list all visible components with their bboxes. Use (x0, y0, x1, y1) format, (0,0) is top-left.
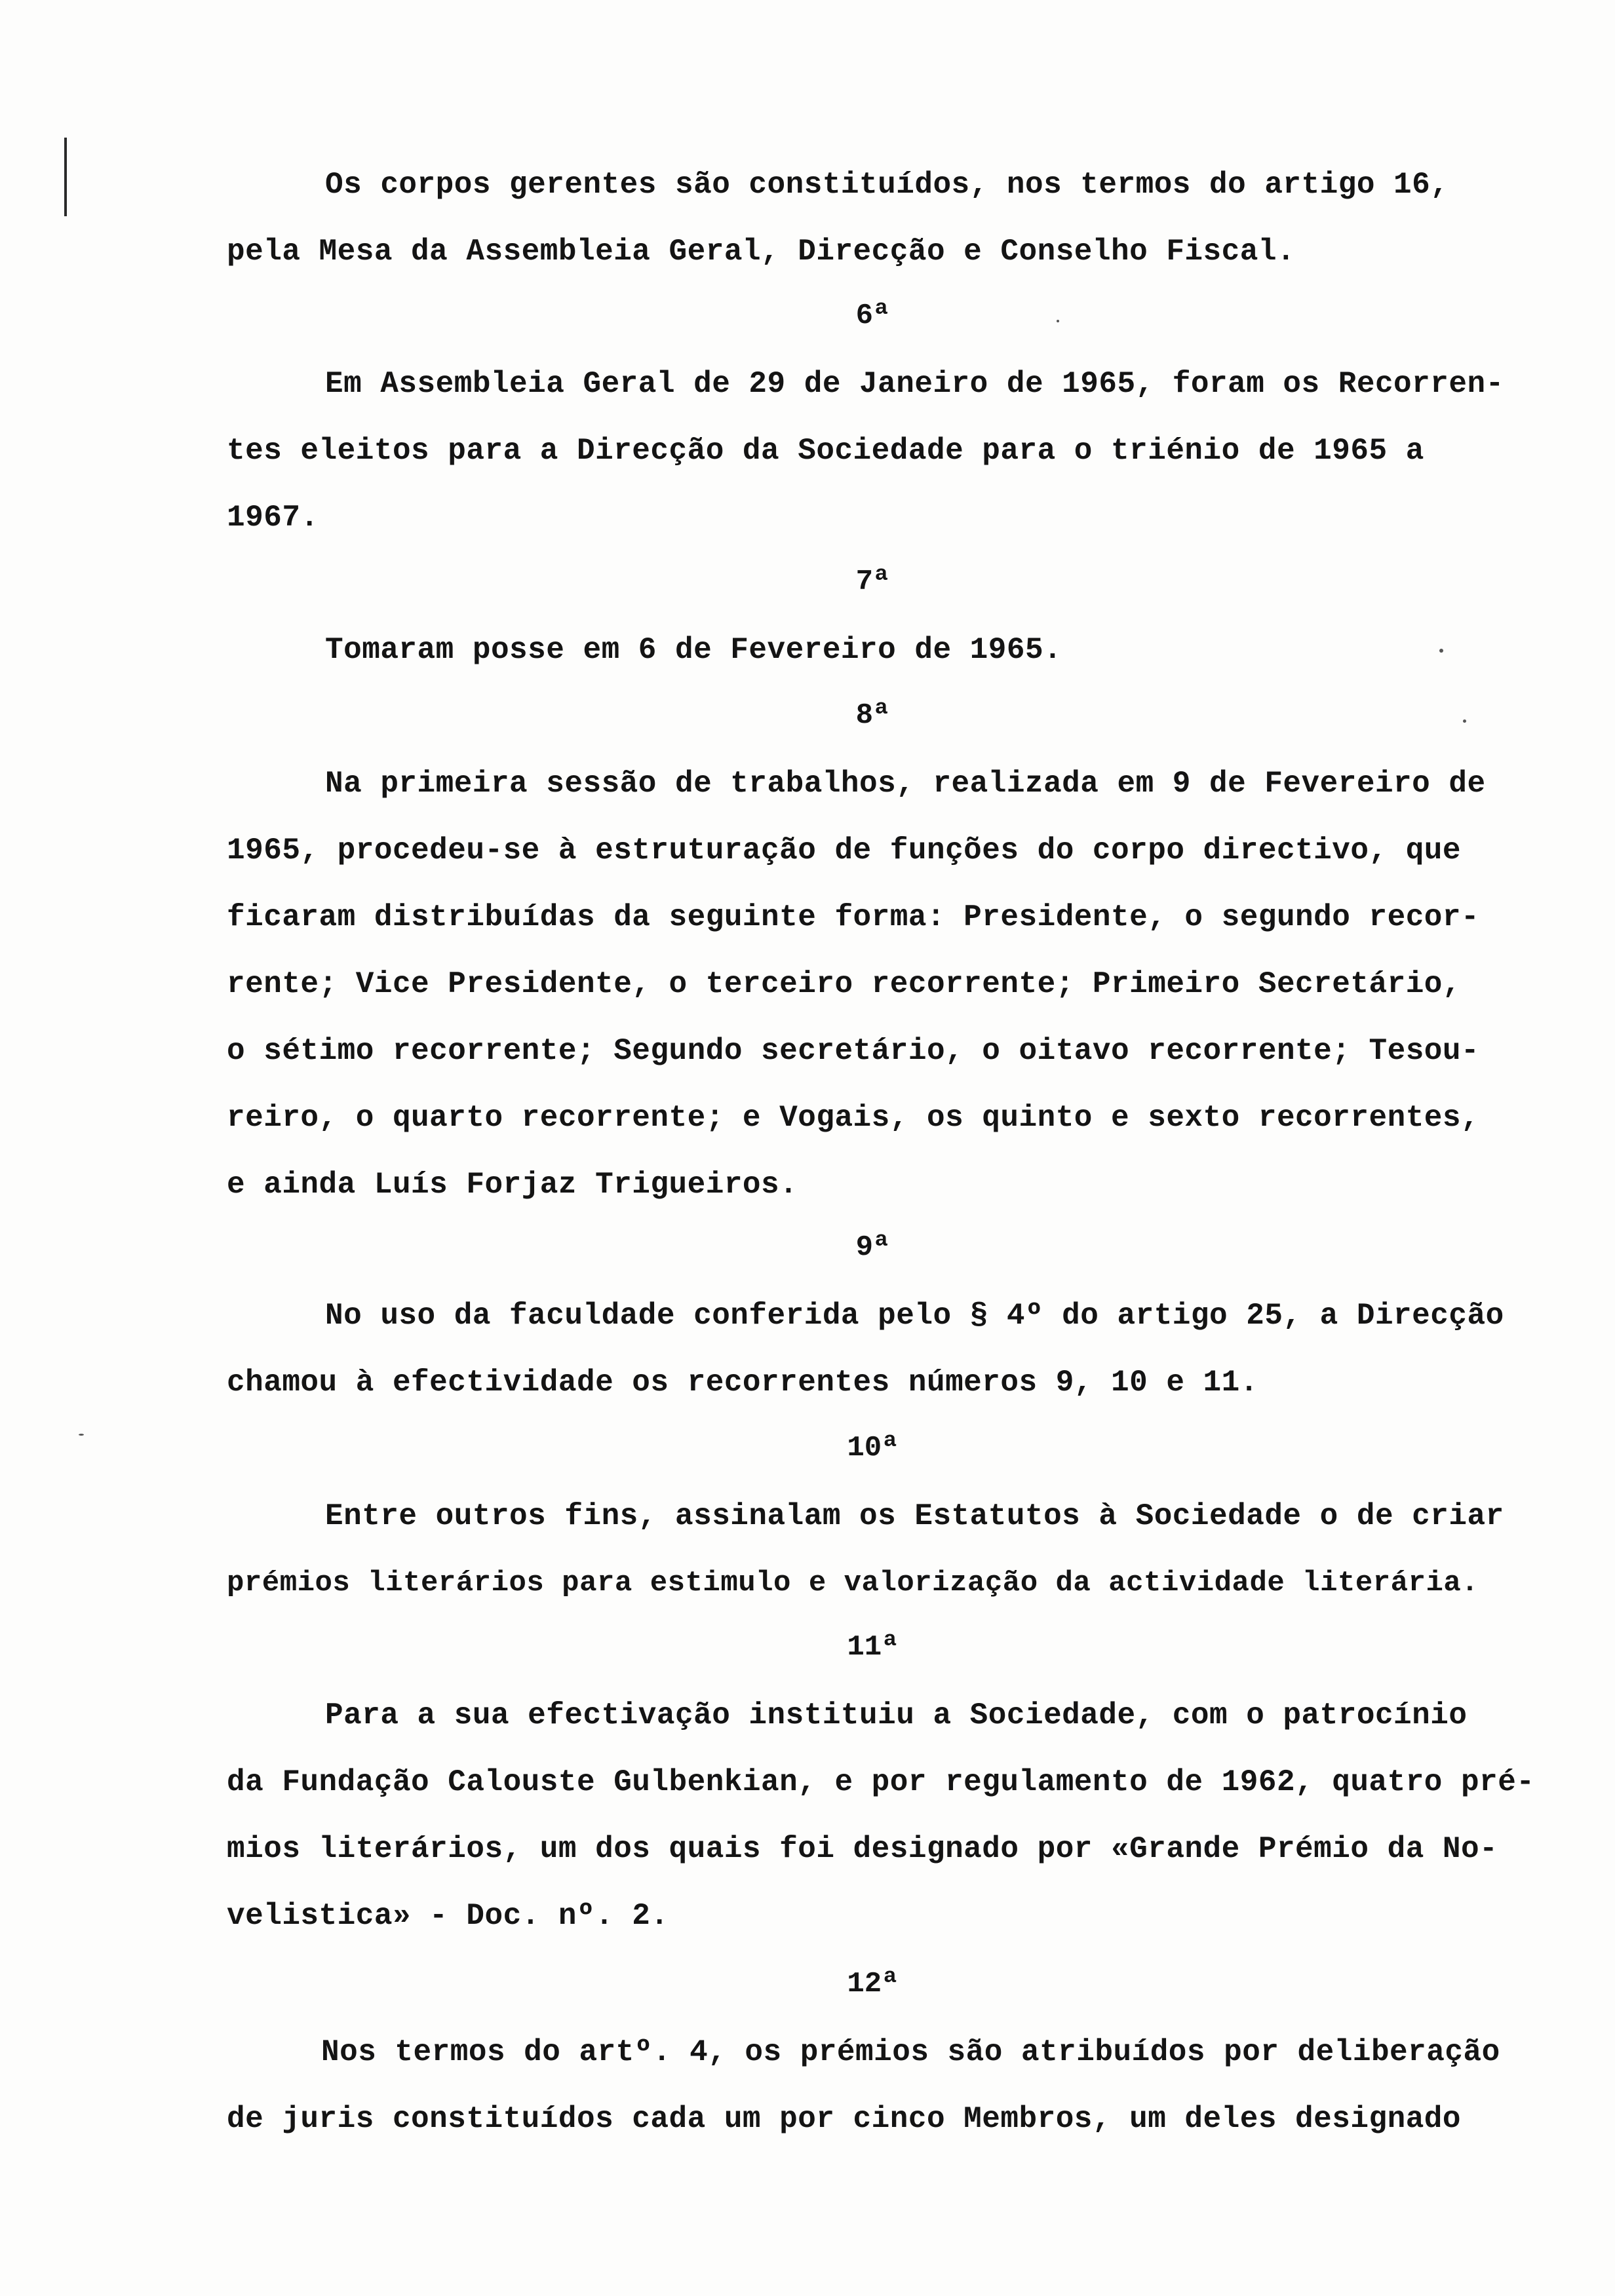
article-number: 7ª (855, 565, 891, 598)
article-number: 12ª (847, 1968, 899, 2000)
article-number: 6ª (855, 299, 891, 332)
article-number: 11ª (847, 1631, 899, 1664)
paragraph-line: reiro, o quarto recorrente; e Vogais, os quinto e sexto recorrentes, (227, 1101, 1480, 1135)
paragraph-line: velistica» - Doc. nº. 2. (227, 1899, 669, 1933)
article-number: 8ª (855, 699, 891, 732)
paragraph-line: prémios literários para estimulo e valorização da actividade literária. (227, 1567, 1479, 1599)
paragraph-line: tes eleitos para a Direcção da Sociedade para o triénio de 1965 a (227, 434, 1424, 468)
paragraph-line: 1967. (227, 501, 319, 535)
paragraph-line: ficaram distribuídas da seguinte forma: Presidente, o segundo recor- (227, 900, 1480, 934)
paragraph-line: Entre outros fins, assinalam os Estatutos à Sociedade o de criar (325, 1499, 1504, 1533)
article-number: 10ª (847, 1432, 899, 1464)
paragraph-line: o sétimo recorrente; Segundo secretário, o oitavo recorrente; Tesou- (227, 1034, 1480, 1068)
paragraph-line: Para a sua efectivação instituiu a Sociedade, com o patrocínio (325, 1698, 1468, 1732)
scan-speck (1463, 719, 1466, 723)
paragraph-line: pela Mesa da Assembleia Geral, Direcção e Conselho Fiscal. (227, 235, 1296, 269)
paragraph-line: Em Assembleia Geral de 29 de Janeiro de 1965, foram os Recorren- (325, 367, 1504, 401)
paragraph-line: Nos termos do artº. 4, os prémios são atribuídos por deliberação (321, 2035, 1500, 2069)
margin-pencil-mark (64, 138, 67, 216)
paragraph-line: rente; Vice Presidente, o terceiro recorrente; Primeiro Secretário, (227, 967, 1462, 1001)
paragraph-line: chamou à efectividade os recorrentes números 9, 10 e 11. (227, 1366, 1258, 1400)
paragraph-line: No uso da faculdade conferida pelo § 4º do artigo 25, a Direcção (325, 1299, 1504, 1333)
scan-speck (1057, 320, 1059, 322)
scan-speck (79, 1434, 84, 1436)
paragraph-line: Tomaram posse em 6 de Fevereiro de 1965. (325, 633, 1062, 667)
paragraph-line: e ainda Luís Forjaz Trigueiros. (227, 1168, 798, 1202)
paragraph-line: mios literários, um dos quais foi designado por «Grande Prémio da No- (227, 1832, 1498, 1866)
scan-speck (1439, 649, 1443, 653)
paragraph-line: Na primeira sessão de trabalhos, realizada em 9 de Fevereiro de (325, 767, 1486, 801)
paragraph-line: da Fundação Calouste Gulbenkian, e por regulamento de 1962, quatro pré- (227, 1765, 1535, 1799)
article-number: 9ª (855, 1231, 891, 1264)
paragraph-line: 1965, procedeu-se à estruturação de funções do corpo directivo, que (227, 833, 1462, 868)
paragraph-line: de juris constituídos cada um por cinco Membros, um deles designado (227, 2102, 1462, 2136)
paragraph-line: Os corpos gerentes são constituídos, nos termos do artigo 16, (325, 168, 1449, 202)
